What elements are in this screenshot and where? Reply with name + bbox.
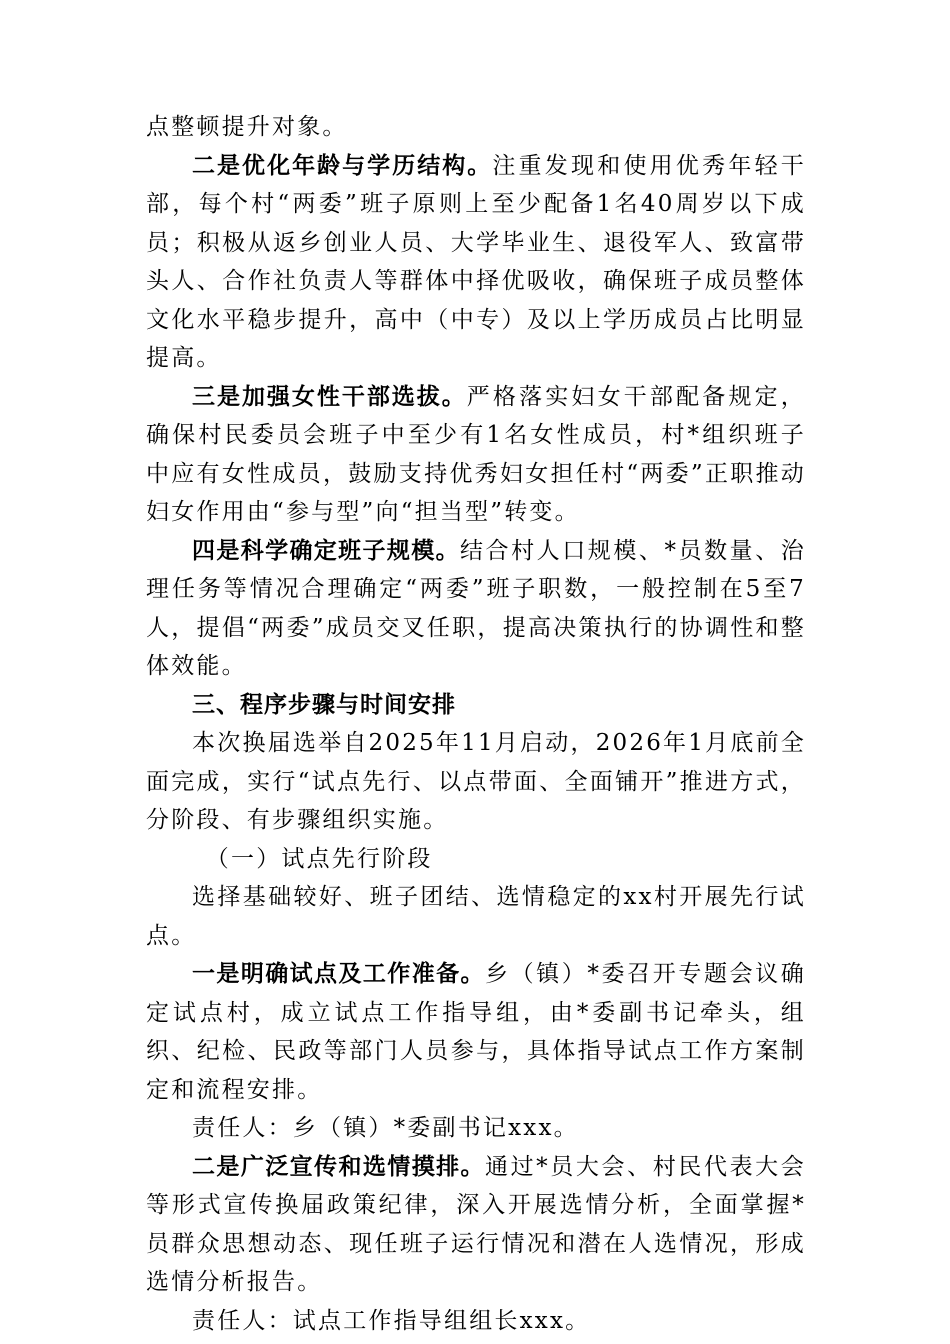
paragraph-responsible-2: 责任人：试点工作指导组组长xxx。 — [192, 1307, 591, 1334]
paragraph-team-size: 四是科学确定班子规模。结合村人口规模、*员数量、治理任务等情况合理确定“两委”班子职数，一般控制在5至7人，提倡“两委”成员交叉任职，提高决策执行的协调性和整体效能。 — [146, 537, 806, 679]
paragraph-schedule: 本次换届选举自2025年11月启动，2026年1月底前全面完成，实行“试点先行、以点带面、全面铺开”推进方式，分阶段、有步骤组织实施。 — [146, 730, 806, 833]
paragraph-age-education: 二是优化年龄与学历结构。注重发现和使用优秀年轻干部，每个村“两委”班子原则上至少配备1名40周岁以下成员；积极从返乡创业人员、大学毕业生、退役军人、致富带头人、合作社负责人等群体中择优吸收，确保班子成员整体文化水平稳步提升，高中（中专）及以上学历成员占比明显提高。 — [146, 152, 806, 371]
document-page — [146, 108, 806, 1340]
paragraph-pilot-prep: 一是明确试点及工作准备。乡（镇）*委召开专题会议确定试点村，成立试点工作指导组，由*委副书记牵头，组织、纪检、民政等部门人员参与，具体指导试点工作方案制定和流程安排。 — [146, 961, 806, 1103]
subsection-heading: （一）试点先行阶段 — [205, 845, 433, 872]
paragraph-publicity: 二是广泛宣传和选情摸排。通过*员大会、村民代表大会等形式宣传换届政策纪律，深入开展选情分析，全面掌握*员群众思想动态、现任班子运行情况和潜在人选情况，形成选情分析报告。 — [146, 1153, 806, 1295]
paragraph-continuation: 点整顿提升对象。 — [146, 114, 348, 140]
section-heading: 三、程序步骤与时间安排 — [192, 691, 456, 718]
paragraph-pilot-selection: 选择基础较好、班子团结、选情稳定的xx村开展先行试点。 — [146, 884, 806, 949]
paragraph-female-cadres: 三是加强女性干部选拔。严格落实妇女干部配备规定，确保村民委员会班子中至少有1名女性成员，村*组织班子中应有女性成员，鼓励支持优秀妇女担任村“两委”正职推动妇女作用由“参与型”向“担当型”转变。 — [146, 383, 807, 525]
paragraph-responsible-1: 责任人：乡（镇）*委副书记xxx。 — [192, 1115, 579, 1141]
